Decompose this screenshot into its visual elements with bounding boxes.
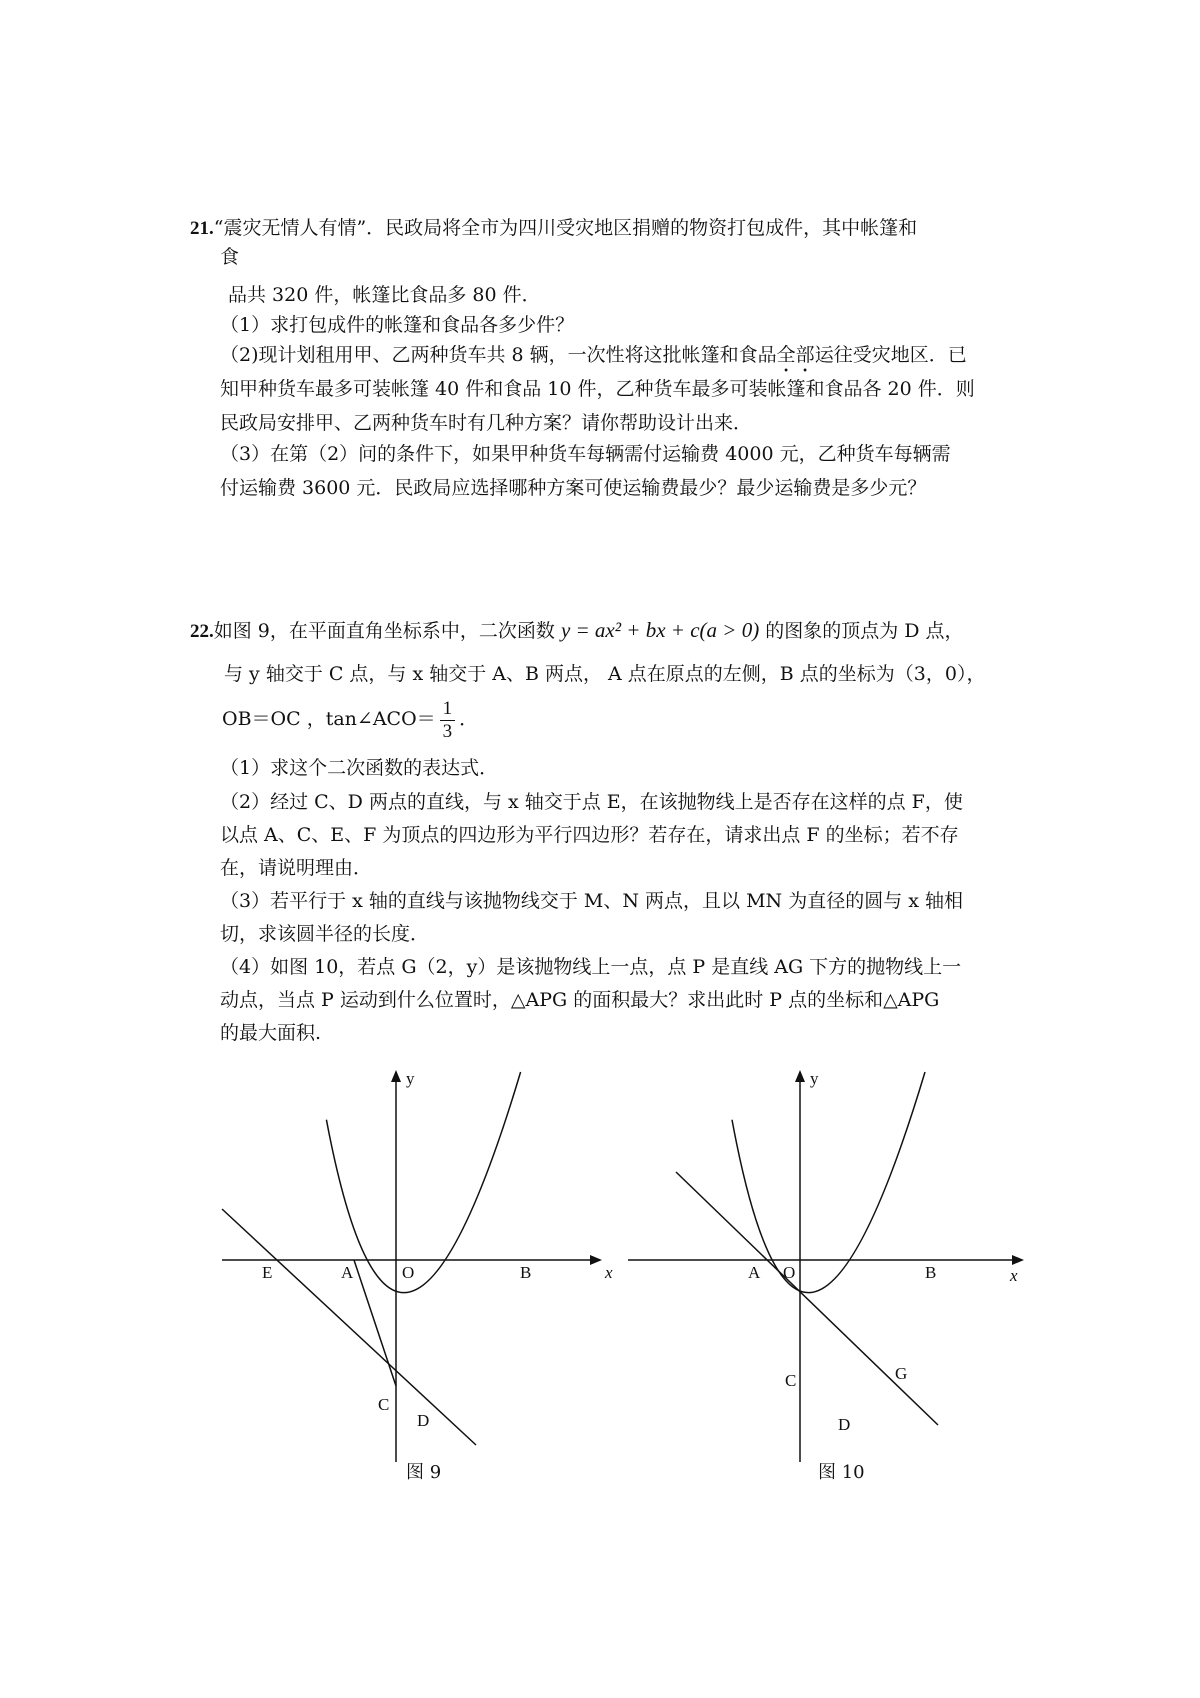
q22-part2-line3: 在，请说明理由． — [220, 857, 373, 879]
q21-part2-emphasis: 全部 — [776, 344, 815, 366]
fig9-segment-ac — [354, 1260, 396, 1386]
q22-intro-a: 如图 9，在平面直角坐标系中，二次函数 — [213, 620, 555, 642]
fig9-label-x: x — [605, 1263, 613, 1282]
fig10-label-c: C — [785, 1371, 797, 1390]
q21-number: 21. — [190, 218, 214, 239]
q22-part1: （1）求这个二次函数的表达式． — [220, 757, 499, 779]
q22-part2-line1: （2）经过 C、D 两点的直线，与 x 轴交于点 E，在该抛物线上是否存在这样的点 F，使 — [220, 791, 963, 813]
fraction-numerator: 1 — [440, 698, 456, 721]
figure-10 — [628, 1069, 1022, 1462]
fig10-label-y: y — [810, 1069, 819, 1088]
q22-intro-b: 的图象的顶点为 D 点， — [765, 620, 964, 642]
q22-line2: 与 y 轴交于 C 点，与 x 轴交于 A、B 两点， A 点在原点的左侧，B 点的坐标为（3，0）， — [224, 663, 986, 685]
q22-formula: y = ax² + bx + c(a > 0) — [560, 618, 760, 642]
fig9-label-d: D — [417, 1411, 430, 1430]
q22-cond-a: OB＝OC ，tan∠ACO＝ — [222, 708, 436, 730]
q22-part4-line1: （4）如图 10，若点 G（2，y）是该抛物线上一点，点 P 是直线 AG 下方的抛物线上一 — [220, 956, 962, 978]
q21-part3-line1: （3）在第（2）问的条件下，如果甲种货车每辆需付运输费 4000 元，乙种货车每辆需 — [220, 443, 951, 465]
q21-text-line1: “震灾无情人有情”．民政局将全市为四川受灾地区捐赠的物资打包成件，其中帐篷和 — [213, 217, 918, 239]
q22-part2-line2: 以点 A、C、E、F 为顶点的四边形为平行四边形？若存在，请求出点 F 的坐标；若不存 — [220, 824, 959, 846]
fig10-caption: 图 10 — [818, 1462, 865, 1483]
q22-part3-line1: （3）若平行于 x 轴的直线与该抛物线交于 M、N 两点，且以 MN 为直径的圆与 x 轴相 — [220, 890, 963, 912]
fig9-caption: 图 9 — [406, 1462, 442, 1483]
fig10-label-b: B — [925, 1263, 937, 1282]
fig9-label-o: O — [402, 1263, 415, 1282]
fraction-denominator: 3 — [442, 720, 453, 742]
fig10-label-g: G — [895, 1364, 908, 1383]
q21-part2-line3: 民政局安排甲、乙两种货车时有几种方案？请你帮助设计出来． — [220, 412, 753, 434]
fig9-line-cd — [222, 1209, 476, 1445]
q22-number: 22. — [190, 621, 214, 642]
q21-part2-line2: 知甲种货车最多可装帐篷 40 件和食品 10 件，乙种货车最多可装帐篷和食品各 20 件．则 — [220, 378, 975, 400]
fig10-label-d: D — [838, 1415, 851, 1434]
fig9-label-a: A — [341, 1263, 354, 1282]
q21-line1b: 食 — [220, 246, 240, 268]
q21-part2-b: 运往受灾地区．已 — [814, 344, 967, 366]
fig10-label-a: A — [748, 1263, 761, 1282]
q21-line2: 品共 320 件，帐篷比食品多 80 件． — [228, 284, 541, 306]
q22-part4-line2: 动点，当点 P 运动到什么位置时，△APG 的面积最大？求出此时 P 点的坐标和△APG — [220, 989, 940, 1011]
fig9-label-e: E — [262, 1263, 273, 1282]
q22-part3-line2: 切，求该圆半径的长度． — [220, 923, 430, 945]
q22-part4-line3: 的最大面积. — [220, 1022, 322, 1044]
q22-cond-end: ． — [459, 708, 479, 730]
fig10-line-ag — [676, 1172, 938, 1425]
figure-9 — [222, 1069, 613, 1462]
fig9-label-y: y — [406, 1069, 415, 1088]
q21-part2-a: （2)现计划租用甲、乙两种货车共 8 辆，一次性将这批帐篷和食品 — [220, 344, 777, 366]
q21-part3-line2: 付运输费 3600 元．民政局应选择哪种方案可使运输费最少？最少运输费是多少元？ — [220, 477, 927, 499]
fig9-label-b: B — [520, 1263, 532, 1282]
fig10-label-o: O — [783, 1263, 796, 1282]
fig10-label-x: x — [1010, 1266, 1018, 1285]
fig9-label-c: C — [378, 1395, 390, 1414]
q21-part1: （1）求打包成件的帐篷和食品各多少件？ — [220, 314, 575, 336]
